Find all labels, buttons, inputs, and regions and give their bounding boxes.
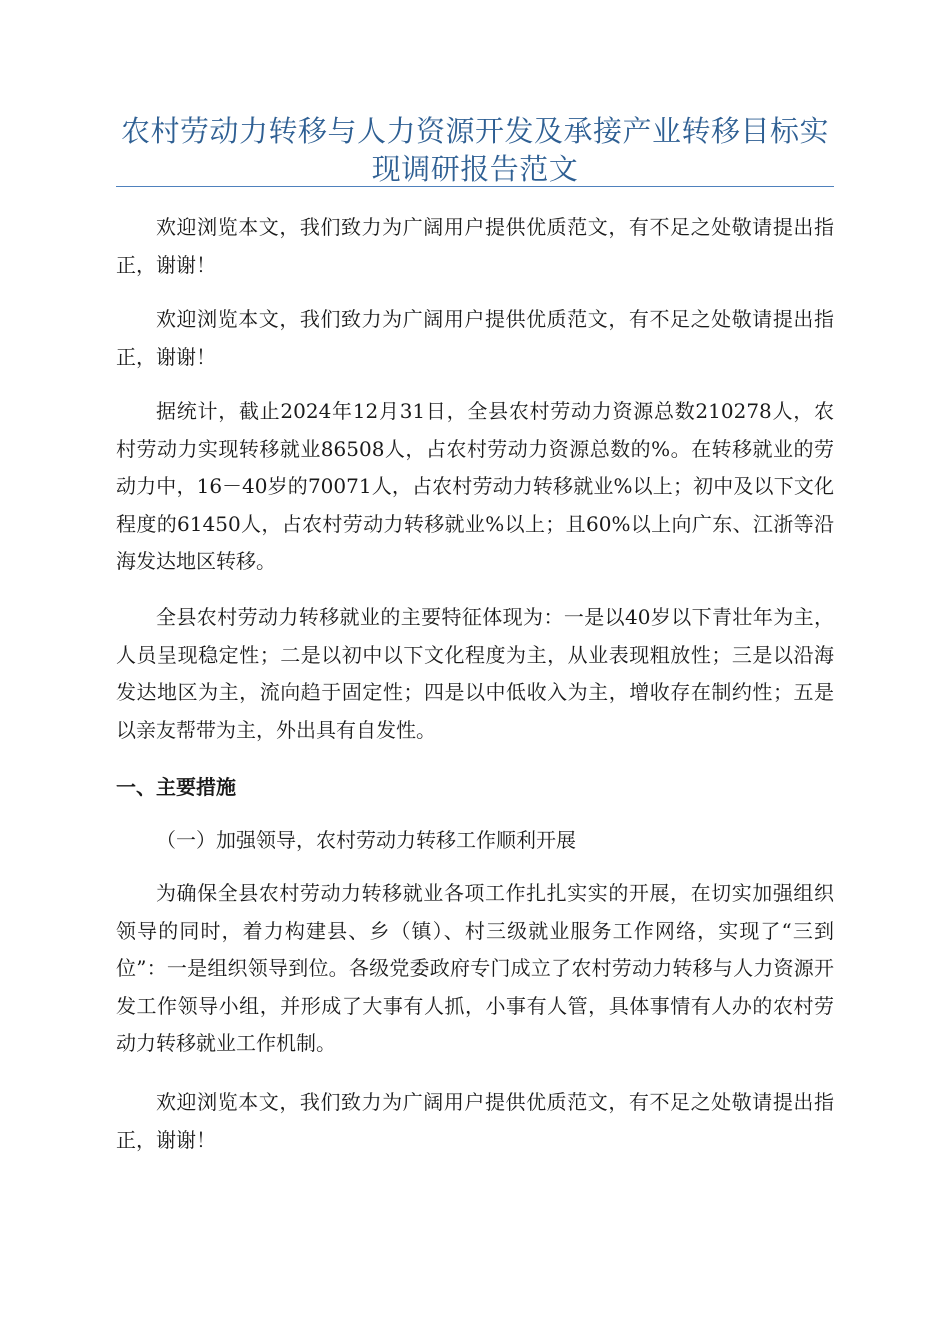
measures-paragraph: 为确保全县农村劳动力转移就业各项工作扎扎实实的开展，在切实加强组织领导的同时，着力构建县、乡（镇）、村三级就业服务工作网络，实现了“三到位”：一是组织领导到位。各级党委政府专门成立了农村劳动力转移与人力资源开发工作领导小组，并形成了大事有人抓，小事有人管，具体事情有人办的农村劳动力转移就业工作机制。 (116, 881, 834, 1055)
welcome-paragraph-3: 欢迎浏览本文，我们致力为广阔用户提供优质范文，有不足之处敬请提出指正，谢谢！ (116, 1090, 834, 1152)
title-underline (116, 186, 834, 187)
sub-heading: （一）加强领导，农村劳动力转移工作顺利开展 (156, 828, 576, 852)
features-paragraph: 全县农村劳动力转移就业的主要特征体现为：一是以40岁以下青壮年为主，人员呈现稳定性；二是以初中以下文化程度为主，从业表现粗放性；三是以沿海发达地区为主，流向趋于固定性；四是以中低收入为主，增收存在制约性；五是以亲友帮带为主，外出具有自发性。 (116, 605, 834, 742)
welcome-paragraph-2: 欢迎浏览本文，我们致力为广阔用户提供优质范文，有不足之处敬请提出指正，谢谢！ (116, 307, 834, 369)
statistics-paragraph: 据统计，截止2024年12月31日，全县农村劳动力资源总数210278人，农村劳动力实现转移就业86508人，占农村劳动力资源总数的%。在转移就业的劳动力中，16－40岁的70071人，占农村劳动力转移就业%以上；初中及以下文化程度的61450人，占农村劳动力转移就业%以上；且60%以上向广东、江浙等沿海发达地区转移。 (116, 399, 834, 573)
welcome-paragraph-1: 欢迎浏览本文，我们致力为广阔用户提供优质范文，有不足之处敬请提出指正，谢谢！ (116, 215, 834, 277)
section-heading: 一、主要措施 (116, 775, 236, 799)
document-title: 农村劳动力转移与人力资源开发及承接产业转移目标实现调研报告范文 (120, 114, 829, 186)
